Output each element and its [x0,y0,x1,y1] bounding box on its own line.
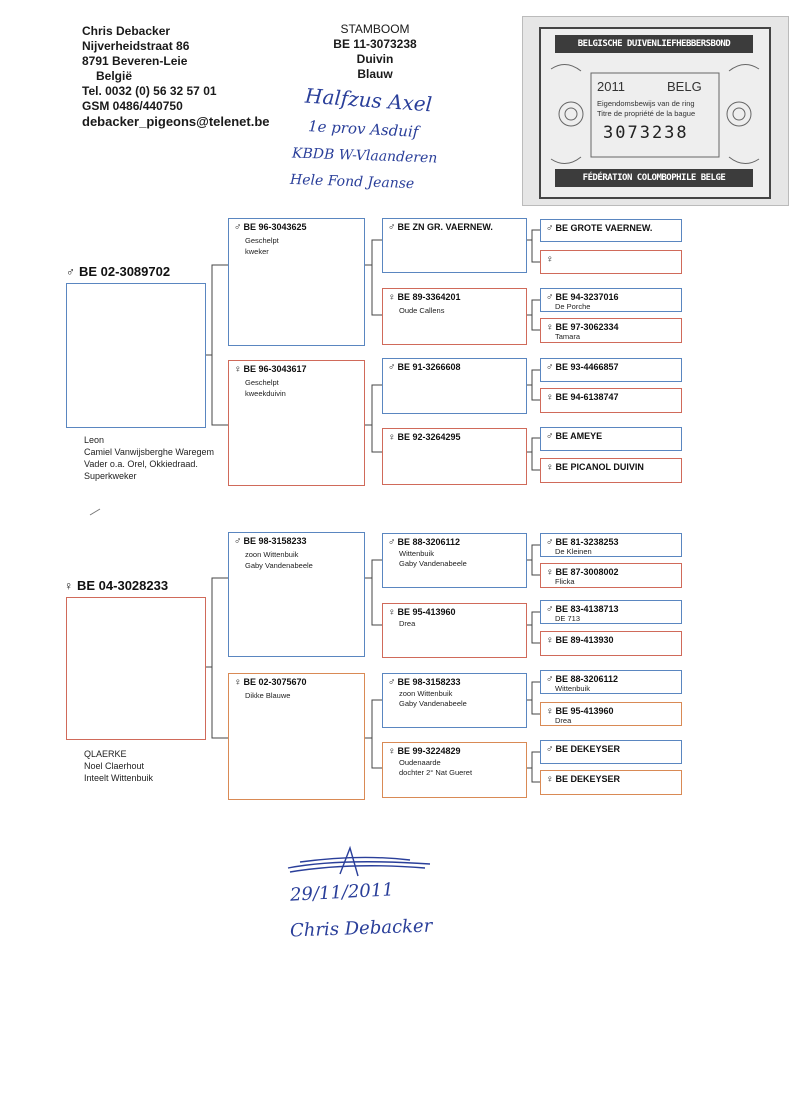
owner-contact-block [82,24,270,129]
gen3-ring-3: BE 91-3266608 [397,362,461,372]
gen4-box-1 [540,219,682,242]
female-symbol-icon: ♀ [388,746,396,757]
gen3-note-8b: dochter 2° Nat Gueret [399,768,473,777]
male-symbol-icon: ♂ [388,362,396,373]
gen3-ring-8: BE 99-3224829 [397,746,461,756]
gen4-box-9 [540,533,682,557]
pedigree-heading: STAMBOOM [340,22,410,36]
male-symbol-icon: ♂ [546,292,554,303]
gen4-ring-9: BE 81-3238253 [555,537,619,547]
dam-note-1: QLAERKE [84,749,127,759]
gen2-ring-3: BE 98-3158233 [243,536,307,546]
gen3-note-7b: Gaby Vandenabeele [399,699,467,708]
owner-tel: Tel. 0032 (0) 56 32 57 01 [82,84,217,98]
owner-street: Nijverheidstraat 86 [82,39,190,53]
gen2-ring-1: BE 96-3043625 [243,222,307,232]
owner-country: België [96,69,133,83]
male-symbol-icon: ♂ [546,362,554,373]
gen3-ring-7: BE 98-3158233 [397,677,461,687]
gen4-ring-6: BE 94-6138747 [555,392,619,402]
female-symbol-icon: ♀ [234,677,242,688]
gen4-note-9: De Kleinen [555,547,592,556]
gen4-note-3: De Porche [555,302,591,311]
gen4-box-5 [540,358,682,382]
owner-email: debacker_pigeons@telenet.be [82,114,270,129]
female-symbol-icon: ♀ [64,579,73,593]
ring-card-country: BELG [667,79,702,94]
gen2-box-3 [228,532,365,657]
sire-note-1: Leon [84,435,105,445]
male-symbol-icon: ♂ [546,537,554,548]
gen2-note-1a: Geschelpt [245,236,279,245]
handwritten-note-4: Hele Fond Jeanse [289,171,415,193]
gen4-ring-11: BE 83-4138713 [555,604,619,614]
handwritten-note-2: 1e prov Asduif [307,117,419,141]
gen2-note-3b: Gaby Vandenabeele [245,561,313,570]
dam-notes [84,748,153,784]
gen2-note-1b: kweker [245,247,269,256]
male-symbol-icon: ♂ [546,223,554,234]
gen4-box-7 [540,427,682,451]
gen4-ring-14: BE 95-413960 [555,706,614,716]
gen4-box-16 [540,770,682,795]
gen3-box-6 [382,603,527,658]
gen4-ring-4: BE 97-3062334 [555,322,619,332]
owner-name: Chris Debacker [82,24,171,38]
handwritten-note-3: KBDB W-Vlaanderen [291,145,438,167]
female-symbol-icon: ♀ [388,607,396,618]
dam-photo-box [66,597,206,740]
female-symbol-icon: ♀ [546,322,554,333]
owner-gsm: GSM 0486/440750 [82,99,183,113]
female-symbol-icon: ♀ [546,392,554,403]
dam-note-3: Inteelt Wittenbuik [84,773,154,783]
gen3-box-5 [382,533,527,588]
ring-card-bottom-banner: FÉDÉRATION COLOMBOPHILE BELGE [555,169,753,187]
ring-card-top-banner: BELGISCHE DUIVENLIEFHEBBERSBOND [555,35,753,53]
gen3-ring-4: BE 92-3264295 [397,432,461,442]
female-symbol-icon: ♀ [546,706,554,717]
gen3-note-8a: Oudenaarde [399,758,441,767]
pedigree-sex: Duivin [356,52,394,66]
gen4-box-4 [540,318,682,343]
gen3-ring-2: BE 89-3364201 [397,292,461,302]
handwritten-note-1: Halfzus Axel [304,83,433,117]
gen3-box-4 [382,428,527,485]
sire-note-3: Vader o.a. Orel, Okkiedraad. [84,459,198,469]
male-symbol-icon: ♂ [546,674,554,685]
pedigree-color: Blauw [357,67,393,81]
female-symbol-icon: ♀ [546,254,554,265]
gen3-box-3 [382,358,527,414]
gen4-ring-8: BE PICANOL DUIVIN [555,462,644,472]
dam-ring: ♀ BE 04-3028233 [64,578,169,593]
gen4-box-10 [540,563,682,588]
sire-photo-box [66,283,206,428]
gen3-ring-5: BE 88-3206112 [397,537,461,547]
gen4-box-14 [540,702,682,726]
gen3-ring-1: BE ZN GR. VAERNEW. [397,222,493,232]
gen4-note-10: Flicka [555,577,575,586]
gen3-box-1 [382,218,527,273]
sire-ring: ♂ BE 02-3089702 [66,264,171,279]
dam-note-2: Noel Claerhout [84,761,145,771]
gen2-box-1 [228,218,365,346]
male-symbol-icon: ♂ [388,222,396,233]
gen4-box-3 [540,288,682,312]
gen4-box-13 [540,670,682,694]
ring-card-line2: Titre de propriété de la bague [597,109,696,118]
gen3-note-7a: zoon Wittenbuik [399,689,453,698]
gen4-ring-1: BE GROTE VAERNEW. [555,223,653,233]
gen2-box-4 [228,673,365,800]
gen4-note-14: Drea [555,716,572,725]
signature-name: Chris Debacker [289,915,433,942]
gen2-note-2b: kweekduivin [245,389,286,398]
gen4-box-8 [540,458,682,483]
sire-note-4: Superkweker [84,471,137,481]
gen4-note-13: Wittenbuik [555,684,591,693]
gen2-ring-4: BE 02-3075670 [243,677,307,687]
male-symbol-icon: ♂ [388,677,396,688]
gen3-note-5a: Wittenbuik [399,549,435,558]
male-symbol-icon: ♂ [546,604,554,615]
ring-card-line1: Eigendomsbewijs van de ring [597,99,695,108]
pedigree-title-block [300,22,450,82]
gen2-box-2 [228,360,365,486]
gen4-ring-5: BE 93-4466857 [555,362,619,372]
gen4-ring-15: BE DEKEYSER [555,744,621,754]
owner-city: 8791 Beveren-Leie [82,54,188,68]
female-symbol-icon: ♀ [388,292,396,303]
female-symbol-icon: ♀ [546,635,554,646]
gen4-note-11: DE 713 [555,614,581,623]
gen3-box-8 [382,742,527,798]
gen3-ring-6: BE 95-413960 [397,607,456,617]
female-symbol-icon: ♀ [388,432,396,443]
gen4-ring-12: BE 89-413930 [555,635,614,645]
female-symbol-icon: ♀ [546,567,554,578]
gen2-ring-2: BE 96-3043617 [243,364,307,374]
gen3-note-2a: Oude Callens [399,306,445,315]
gen3-note-5b: Gaby Vandenabeele [399,559,467,568]
sire-notes [84,434,214,482]
male-symbol-icon: ♂ [234,222,242,233]
male-symbol-icon: ♂ [388,537,396,548]
gen4-note-4: Tamara [555,332,581,341]
pedigree-ring: BE 11-3073238 [333,37,417,51]
gen4-ring-16: BE DEKEYSER [555,774,621,784]
male-symbol-icon: ♂ [66,265,75,279]
signature-date: 29/11/2011 [289,879,395,906]
male-symbol-icon: ♂ [546,431,554,442]
gen3-note-6a: Drea [399,619,416,628]
male-symbol-icon: ♂ [546,744,554,755]
ring-card-year: 2011 [597,79,625,94]
sire-note-2: Camiel Vanwijsberghe Waregem [84,447,215,457]
gen2-note-2a: Geschelpt [245,378,279,387]
gen3-box-7 [382,673,527,728]
gen4-box-2 [540,250,682,274]
gen4-box-11 [540,600,682,624]
gen4-ring-13: BE 88-3206112 [555,674,619,684]
female-symbol-icon: ♀ [546,462,554,473]
gen2-note-4a: Dikke Blauwe [245,691,291,700]
female-symbol-icon: ♀ [546,774,554,785]
gen4-ring-10: BE 87-3008002 [555,567,619,577]
female-symbol-icon: ♀ [234,364,242,375]
gen4-box-15 [540,740,682,764]
male-symbol-icon: ♂ [234,536,242,547]
gen4-box-12 [540,631,682,656]
gen4-ring-3: BE 94-3237016 [555,292,619,302]
gen3-box-2 [382,288,527,345]
ring-card-inner [539,27,771,199]
ring-card-ornament [541,29,769,197]
ring-card-number: 3073238 [603,123,689,143]
gen4-box-6 [540,388,682,413]
gen2-note-3a: zoon Wittenbuik [245,550,299,559]
ring-ownership-card [522,16,789,206]
gen4-ring-7: BE AMEYE [555,431,603,441]
